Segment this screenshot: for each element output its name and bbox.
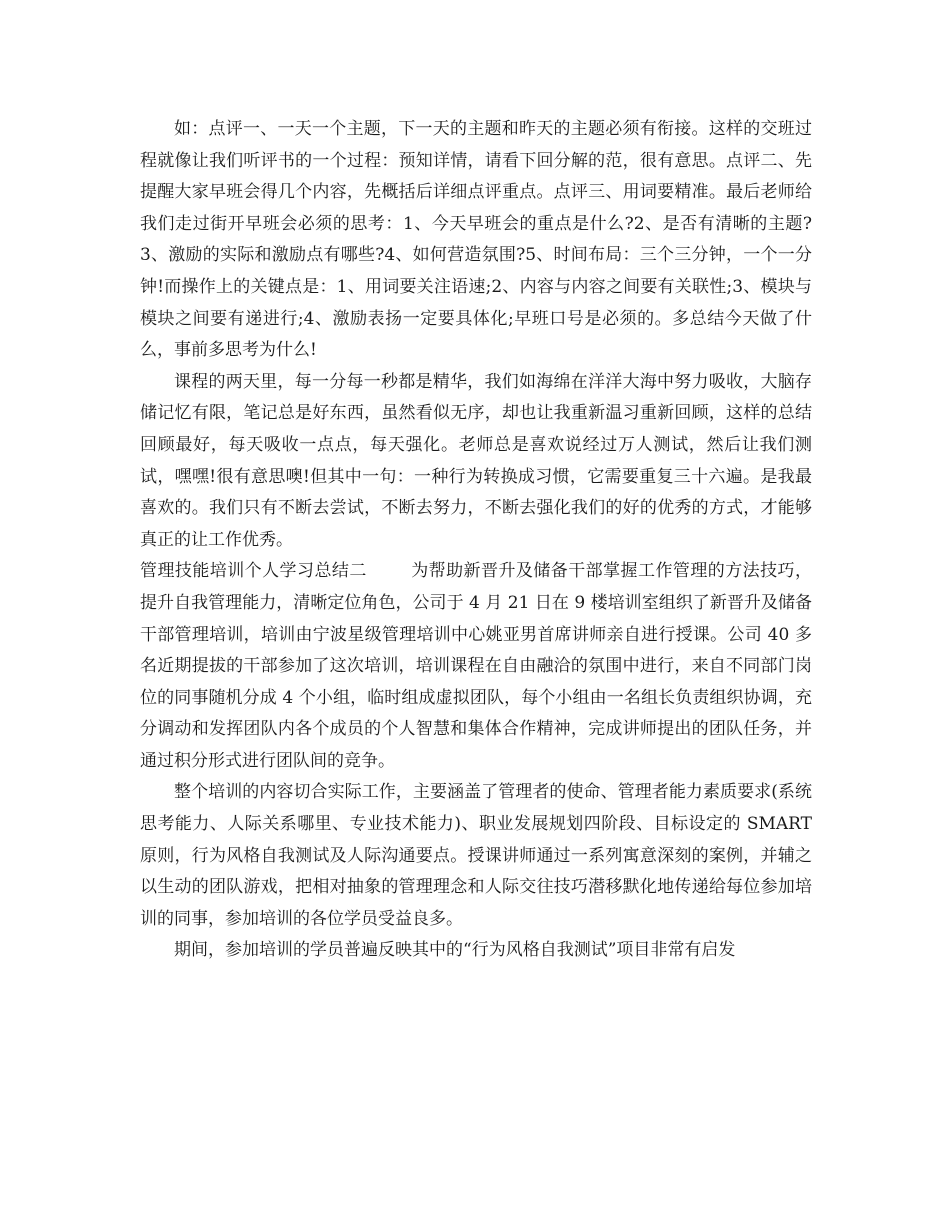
paragraph-5: 期间，参加培训的学员普遍反映其中的“行为风格自我测试”项目非常有启发 <box>174 940 736 961</box>
document-body <box>140 114 812 967</box>
paragraph-1: 如：点评一、一天一个主题，下一天的主题和昨天的主题必须有衔接。这样的交班过程就像让我们听评书的一个过程：预知详情，请看下回分解的范，很有意思。点评二、先提醒大家早班会得几个内容，先概括后详细点评重点。点评三、用词要精准。最后老师给我们走过街开早班会必须的思考：1、今天早班会的重点是什么?2、是否有清晰的主题?3、激励的实际和激励点有哪些?4、如何营造氛围?5、时间布局：三个三分钟，一个一分钟!而操作上的关键点是：1、用词要关注语速;2、内容与内容之间要有关联性;3、模块与模块之间要有递进行;4、激励表扬一定要具体化;早班口号是必须的。多总结今天做了什么，事前多思考为什么! <box>140 119 812 361</box>
paragraph-4: 整个培训的内容切合实际工作，主要涵盖了管理者的使命、管理者能力素质要求(系统思考能力、人际关系哪里、专业技术能力)、职业发展规划四阶段、目标设定的 SMART 原则，行为风格自我测试及人际沟通要点。授课讲师通过一系列寓意深刻的案例，并辅之以生动的团队游戏，把相对抽象的管理理念和人际交往技巧潜移默化地传递给每位参加培训的同事，参加培训的各位学员受益良多。 <box>140 782 812 929</box>
paragraph-3 <box>140 556 812 777</box>
section-heading: 管理技能培训个人学习总结二 <box>140 561 367 582</box>
paragraph-2: 课程的两天里，每一分每一秒都是精华，我们如海绵在洋洋大海中努力吸收，大脑存储记忆有限，笔记总是好东西，虽然看似无序，却也让我重新温习重新回顾，这样的总结回顾最好，每天吸收一点点，每天强化。老师总是喜欢说经过万人测试，然后让我们测试，嘿嘿!很有意思噢!但其中一句：一种行为转换成习惯，它需要重复三十六遍。是我最喜欢的。我们只有不断去尝试，不断去努力，不断去强化我们的好的优秀的方式，才能够真正的让工作优秀。 <box>140 371 812 550</box>
paragraph-3-text: 为帮助新晋升及储备干部掌握工作管理的方法技巧，提升自我管理能力，清晰定位角色，公司于 4 月 21 日在 9 楼培训室组织了新晋升及储备干部管理培训，培训由宁波星级管理培训中心姚亚男首席讲师亲自进行授课。公司 40 多名近期提拔的干部参加了这次培训，培训课程在自由融洽的氛围中进行，来自不同部门岗位的同事随机分成 4 个小组，临时组成虚拟团队，每个小组由一名组长负责组织协调，充分调动和发挥团队内各个成员的个人智慧和集体合作精神，完成讲师提出的团队任务，并通过积分形式进行团队间的竞争。 <box>140 561 813 771</box>
